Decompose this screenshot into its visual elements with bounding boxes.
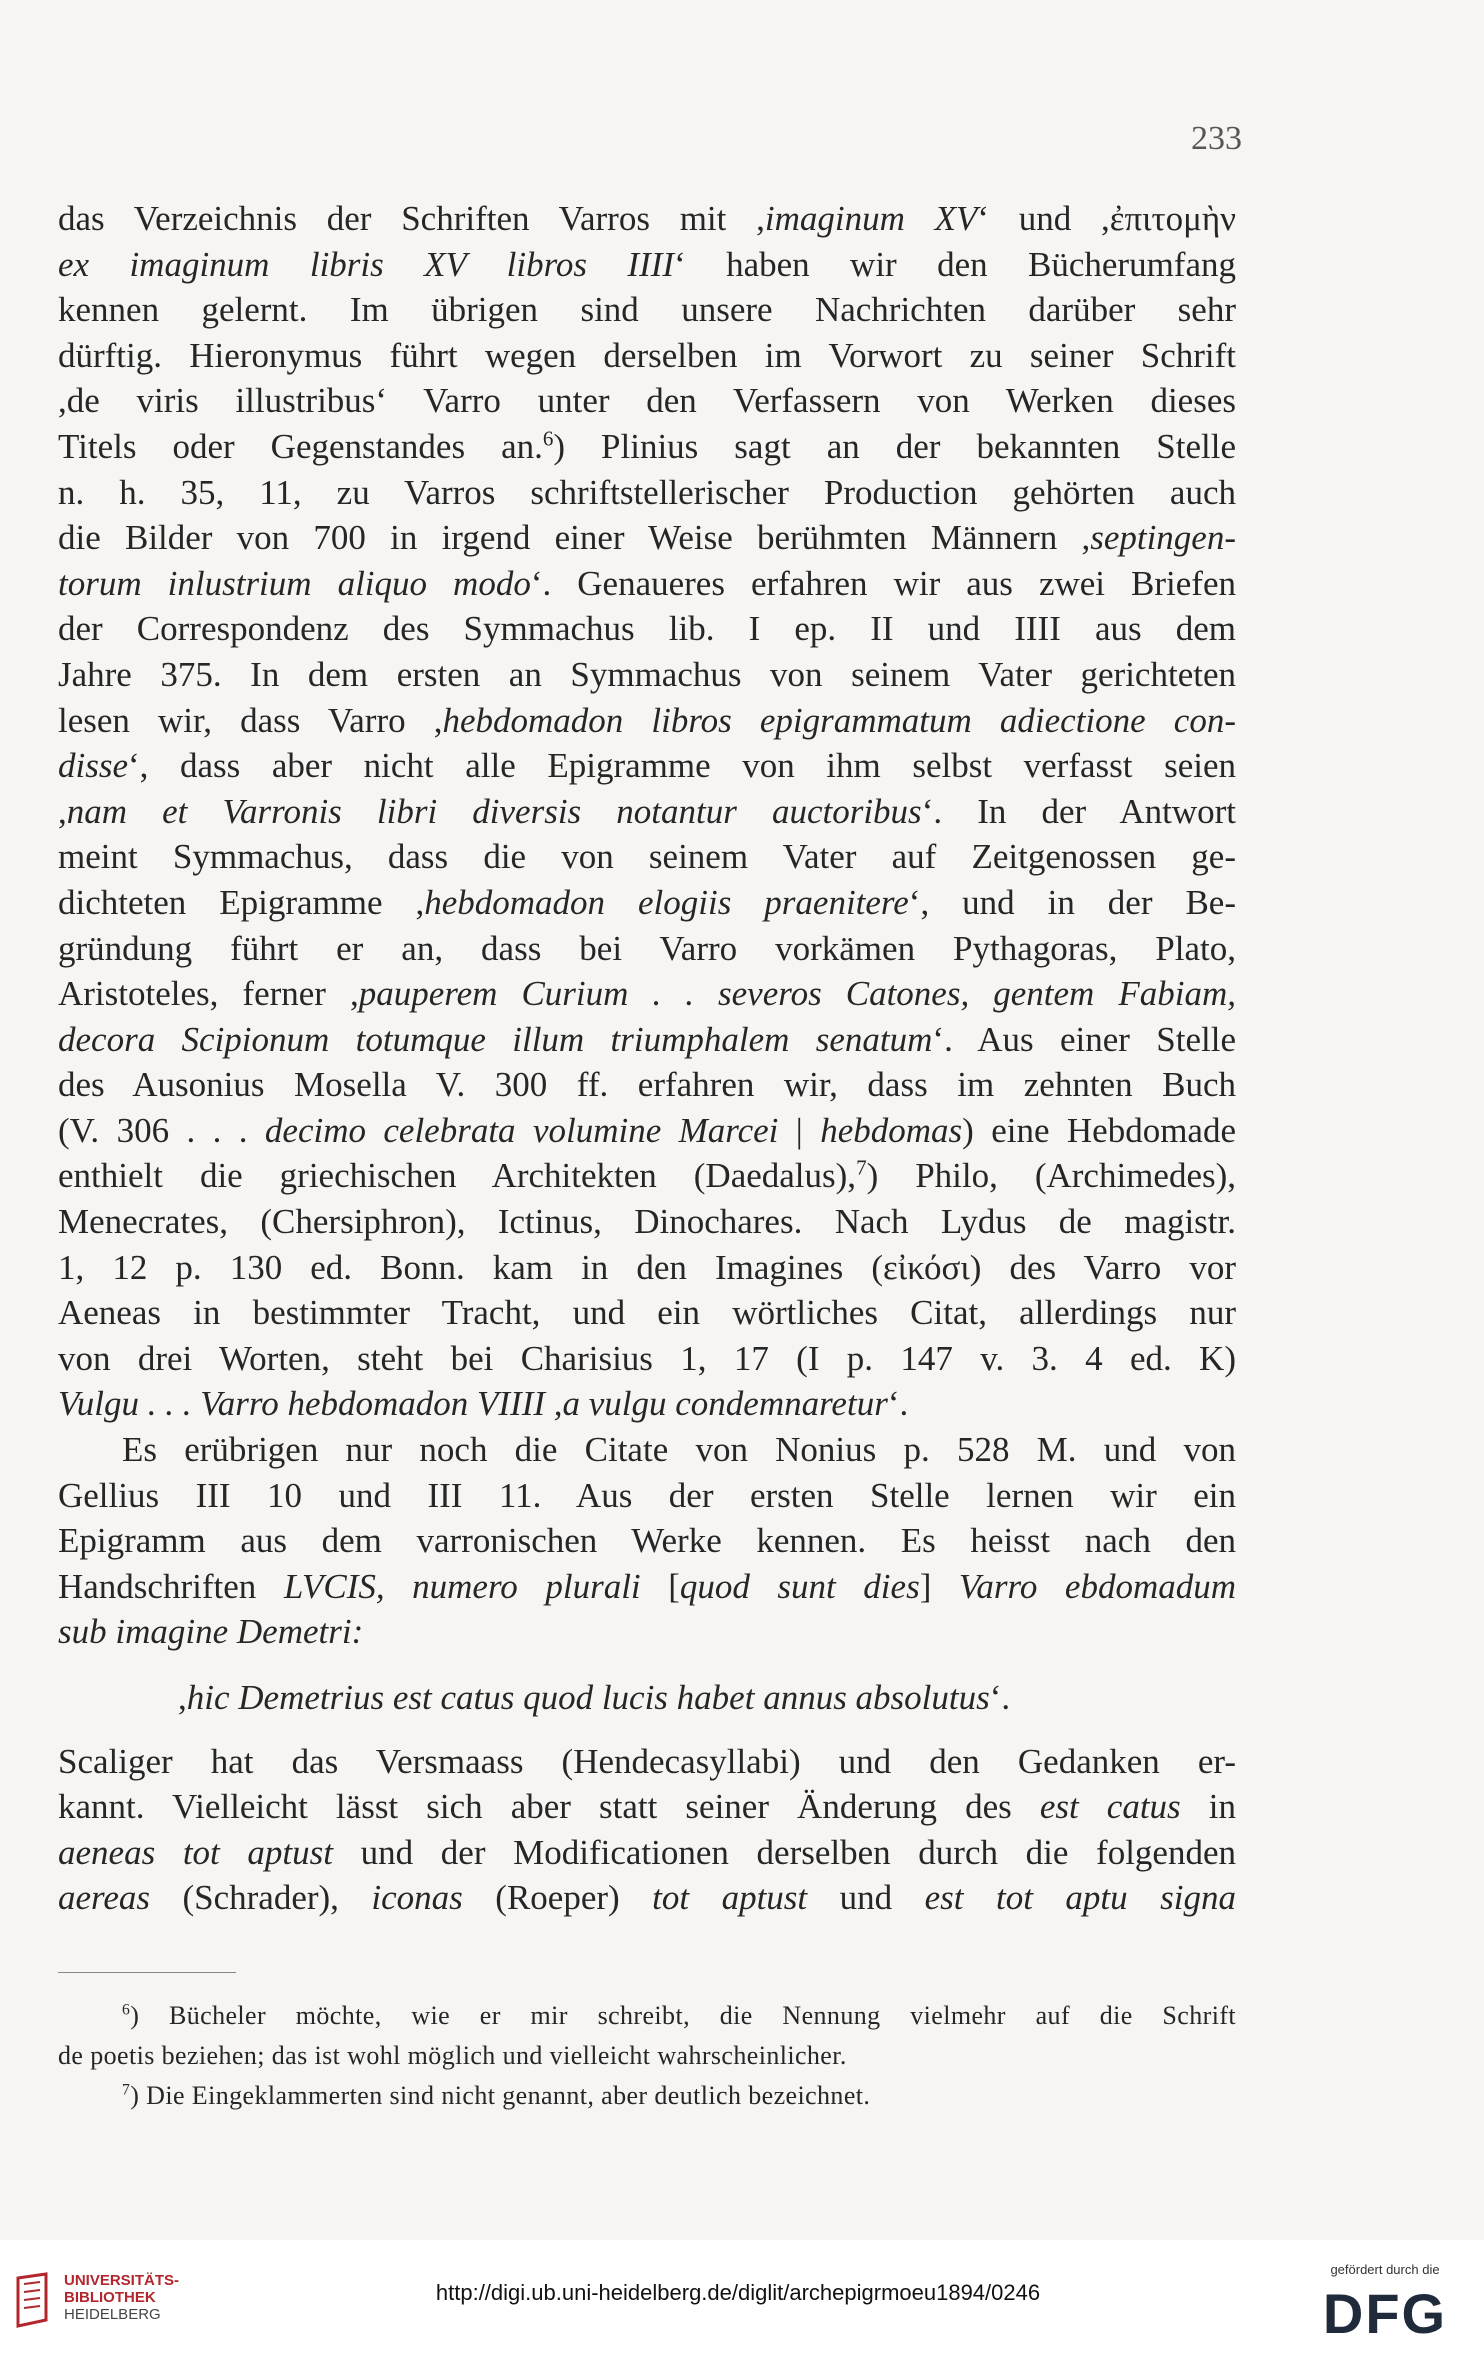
institution-line-3: HEIDELBERG — [64, 2306, 161, 2323]
footnote-divider — [58, 1972, 236, 1973]
italic-span: LVCIS, numero plurali — [283, 1566, 641, 1606]
footnote-marker: 7 — [122, 2081, 131, 2099]
text-line — [58, 470, 1236, 516]
text-line — [58, 789, 1236, 835]
text-line — [58, 1427, 1236, 1473]
text-span: Scaliger hat das Versmaass (Hendecasyllabi) und den Gedanken er- — [58, 1741, 1236, 1781]
page-number: 233 — [1191, 120, 1242, 157]
text-span: ) eine Hebdomade — [962, 1110, 1237, 1150]
text-span: ‘ haben wir den Bücherumfang — [674, 244, 1237, 284]
text-line — [58, 1518, 1236, 1564]
text-line — [58, 698, 1236, 744]
footnote-marker: 6 — [542, 426, 554, 451]
text-span: 1, 12 p. 130 ed. Bonn. kam in den Imagines (εἰκόσι) des Varro vor — [58, 1247, 1236, 1287]
text-line — [58, 1739, 1236, 1785]
italic-span: hebdomadon libros epigrammatum adiectione con- — [442, 700, 1236, 740]
text-span: ] — [919, 1566, 959, 1606]
text-span: das Verzeichnis der Schriften Varros mit , — [58, 199, 765, 238]
italic-span: Varro ebdomadum — [958, 1566, 1237, 1606]
text-line — [58, 196, 1236, 242]
text-span: enthielt die griechischen Architekten (Daedalus), — [58, 1156, 857, 1196]
italic-span: tot aptust — [652, 1878, 808, 1918]
text-line — [58, 1153, 1236, 1199]
italic-span: disse — [58, 746, 128, 786]
verse-line — [58, 1675, 1236, 1721]
text-span: (Schrader), — [150, 1878, 372, 1918]
text-span: dürftig. Hieronymus führt wegen derselben im Vorwort zu seiner Schrift — [58, 335, 1236, 375]
text-line — [58, 1108, 1236, 1154]
text-line — [58, 606, 1236, 652]
italic-span: hebdomas — [820, 1110, 963, 1150]
text-line — [58, 880, 1236, 926]
text-line — [58, 1199, 1236, 1245]
text-span: ‘. Genaueres erfahren wir aus zwei Briefen — [530, 563, 1236, 603]
text-span: [ — [640, 1566, 680, 1606]
italic-span: est catus — [1039, 1787, 1181, 1827]
dfg-logo: DFG — [1322, 2282, 1448, 2345]
text-line — [58, 242, 1236, 288]
text-line — [58, 1245, 1236, 1291]
text-span: Aristoteles, ferner , — [58, 974, 359, 1014]
sponsor-block — [1300, 2262, 1470, 2346]
text-span: ) Die Eingeklammerten sind nicht genannt, aber deutlich bezeichnet. — [130, 2081, 871, 2110]
text-span: kennen gelernt. Im übrigen sind unsere Nachrichten darüber sehr — [58, 290, 1236, 330]
text-span: | — [778, 1110, 821, 1150]
text-line — [58, 926, 1236, 972]
text-line — [58, 1564, 1236, 1610]
text-span: , — [178, 1678, 187, 1717]
footnote-line — [58, 1996, 1236, 2036]
footnote-marker: 6 — [122, 2001, 131, 2019]
text-line — [58, 333, 1236, 379]
text-span: kannt. Vielleicht lässt sich aber statt seiner Änderung des — [58, 1787, 1040, 1827]
italic-span: aereas — [58, 1878, 151, 1918]
text-span: des Ausonius Mosella V. 300 ff. erfahren wir, dass im zehnten Buch — [58, 1065, 1236, 1105]
text-line — [58, 424, 1236, 470]
text-span: dichteten Epigramme , — [58, 882, 425, 922]
text-line — [58, 1290, 1236, 1336]
text-line — [58, 1473, 1236, 1519]
text-span: ‘. In der Antwort — [921, 791, 1236, 831]
text-span: und der Modificationen derselben durch die folgenden — [333, 1832, 1236, 1872]
text-span: ,de viris illustribus‘ Varro unter den Verfassern von Werken dieses — [58, 381, 1236, 421]
italic-span: Vulgu . . . Varro hebdomadon VIIII ,a vulgu condemnaretur — [58, 1384, 888, 1424]
text-span: in — [1180, 1787, 1236, 1827]
text-line — [58, 1830, 1236, 1876]
institution-line-1: UNIVERSITÄTS- — [64, 2272, 180, 2289]
text-span: ‘. Aus einer Stelle — [932, 1019, 1236, 1059]
italic-span: iconas — [371, 1878, 463, 1918]
text-span: ‘, dass aber nicht alle Epigramme von ihm selbst verfasst seien — [128, 746, 1236, 786]
text-span: Menecrates, (Chersiphron), Ictinus, Dinochares. Nach Lydus de magistr. — [58, 1202, 1236, 1242]
text-span: (Roeper) — [462, 1878, 653, 1918]
text-line — [58, 378, 1236, 424]
text-line — [58, 1381, 1236, 1427]
text-line — [58, 1784, 1236, 1830]
text-span: Handschriften — [58, 1566, 284, 1606]
text-span: gründung führt er an, dass bei Varro vorkämen Pythagoras, Plato, — [58, 928, 1236, 968]
italic-span: nam et Varronis libri diversis notantur auctoribus — [66, 791, 922, 831]
book-seal-icon — [14, 2270, 50, 2330]
text-span: de poetis beziehen; das ist wohl möglich und vielleicht wahrscheinlicher. — [58, 2041, 847, 2070]
text-span: ) Plinius sagt an der bekannten Stelle — [553, 426, 1236, 466]
footnote-marker: 7 — [856, 1155, 867, 1180]
source-url-link[interactable]: http://digi.ub.uni-heidelberg.de/diglit/archepigrmoeu1894/0246 — [435, 2280, 1041, 2305]
text-span: Jahre 375. In dem ersten an Symmachus von seinem Vater gerichteten — [58, 654, 1236, 694]
italic-span: quod sunt dies — [679, 1566, 920, 1606]
text-line — [58, 834, 1236, 880]
footnotes — [58, 1996, 1236, 2116]
text-span: ‘. — [887, 1384, 909, 1424]
text-line — [58, 743, 1236, 789]
text-span: , — [58, 791, 67, 831]
text-span: Gellius III 10 und III 11. Aus der ersten Stelle lernen wir ein — [58, 1475, 1236, 1515]
text-span: Epigramm aus dem varronischen Werke kennen. Es heisst nach den — [58, 1521, 1236, 1561]
footnote-line — [58, 2036, 1236, 2076]
italic-span: septingen- — [1090, 518, 1236, 558]
italic-span: aeneas tot aptust — [58, 1832, 333, 1872]
italic-span: decora Scipionum totumque illum triumphalem senatum — [58, 1019, 933, 1059]
italic-span: hic Demetrius est catus quod lucis habet annus absolutus — [186, 1678, 990, 1717]
footer-bar — [0, 2240, 1484, 2373]
italic-span: imaginum XV — [764, 199, 978, 238]
institution-name — [64, 2272, 179, 2323]
text-line — [58, 1017, 1236, 1063]
italic-span: sub imagine Demetri: — [58, 1612, 364, 1652]
text-line — [58, 561, 1236, 607]
text-span: n. h. 35, 11, zu Varros schriftstellerischer Production gehörten auch — [58, 472, 1236, 512]
text-line — [58, 1875, 1236, 1921]
main-text — [58, 196, 1236, 1921]
text-span: und — [807, 1878, 925, 1918]
text-line — [58, 287, 1236, 333]
text-span: ) Bücheler möchte, wie er mir schreibt, die Nennung vielmehr auf die Schrift — [130, 2001, 1236, 2030]
italic-span: torum inlustrium aliquo modo — [58, 563, 531, 603]
text-span: ‘, und in der Be- — [908, 882, 1236, 922]
text-span: Aeneas in bestimmter Tracht, und ein wörtliches Citat, allerdings nur — [58, 1293, 1236, 1333]
text-line — [58, 1062, 1236, 1108]
text-line — [58, 971, 1236, 1017]
institution-line-2: BIBLIOTHEK — [64, 2289, 156, 2306]
footnote-line — [58, 2076, 1236, 2116]
text-span: meint Symmachus, dass die von seinem Vater auf Zeitgenossen ge- — [58, 837, 1236, 877]
italic-span: ex imaginum libris XV libros IIII — [58, 244, 675, 284]
text-line — [58, 515, 1236, 561]
text-span: die Bilder von 700 in irgend einer Weise berühmten Männern , — [58, 518, 1091, 558]
italic-span: decimo celebrata volumine Marcei — [264, 1110, 779, 1150]
italic-span: est tot aptu signa — [924, 1878, 1236, 1918]
text-span: ) Philo, (Archimedes), — [866, 1156, 1236, 1196]
text-span: (V. 306 . . . — [58, 1110, 265, 1150]
text-span: Es erübrigen nur noch die Citate von Nonius p. 528 M. und von — [122, 1430, 1236, 1470]
text-span: der Correspondenz des Symmachus lib. I ep. II und IIII aus dem — [58, 609, 1236, 649]
text-line — [58, 652, 1236, 698]
text-line — [58, 1609, 1236, 1655]
text-line — [58, 1336, 1236, 1382]
italic-span: pauperem Curium . . severos Catones, gentem Fabiam, — [358, 974, 1236, 1014]
text-span: ‘. — [989, 1678, 1011, 1717]
italic-span: hebdomadon elogiis praenitere — [424, 882, 909, 922]
text-span: von drei Worten, steht bei Charisius 1, 17 (I p. 147 v. 3. 4 ed. K) — [58, 1338, 1236, 1378]
text-span: Titels oder Gegenstandes an. — [58, 426, 543, 466]
text-span: ‘ und ,ἐπιτομὴν — [977, 199, 1236, 238]
text-span: lesen wir, dass Varro , — [58, 700, 443, 740]
sponsor-caption: gefördert durch die — [1330, 2262, 1440, 2277]
